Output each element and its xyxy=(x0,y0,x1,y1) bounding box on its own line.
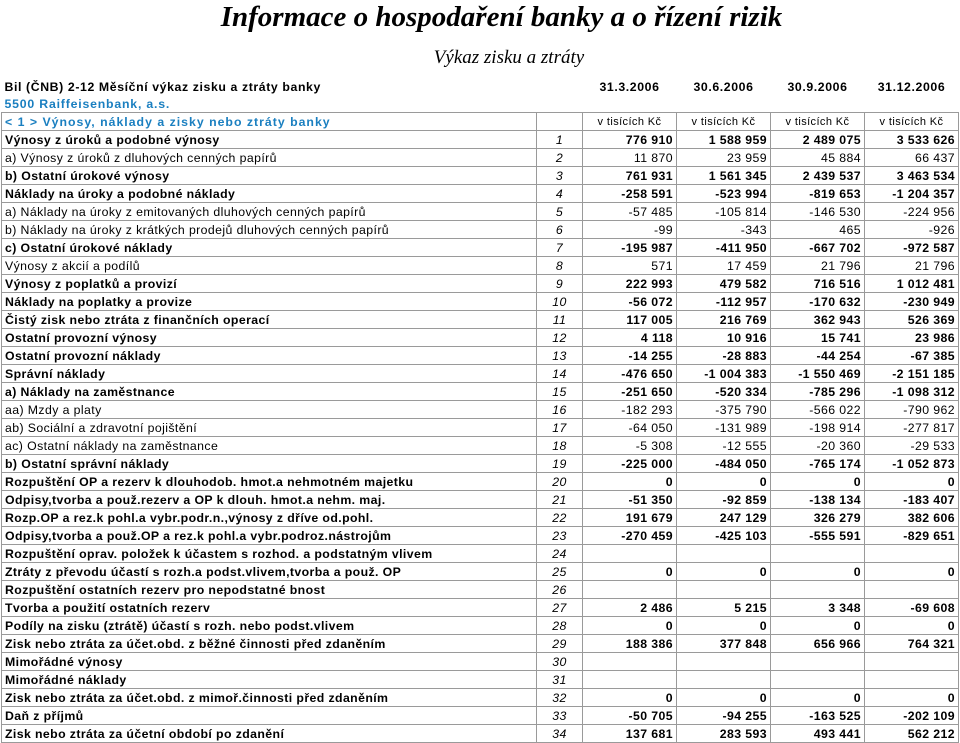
row-value: -12 555 xyxy=(677,437,771,455)
row-value: 283 593 xyxy=(677,725,771,743)
bank-row xyxy=(2,95,959,113)
row-code: 6 xyxy=(537,221,583,239)
table-row xyxy=(2,275,959,293)
table-row xyxy=(2,149,959,167)
row-code: 30 xyxy=(537,653,583,671)
row-label: Zisk nebo ztráta za účet.obd. z běžné činnosti před zdaněním xyxy=(2,635,537,653)
row-value: -202 109 xyxy=(865,707,959,725)
row-value: -14 255 xyxy=(583,347,677,365)
row-value: 21 796 xyxy=(865,257,959,275)
row-value: 562 212 xyxy=(865,725,959,743)
table-row xyxy=(2,401,959,419)
row-value xyxy=(771,545,865,563)
row-value: 0 xyxy=(583,563,677,581)
row-value xyxy=(865,581,959,599)
row-code: 12 xyxy=(537,329,583,347)
row-code: 21 xyxy=(537,491,583,509)
row-value xyxy=(771,671,865,689)
table-row xyxy=(2,617,959,635)
row-value: -1 004 383 xyxy=(677,365,771,383)
table-row xyxy=(2,365,959,383)
units-row xyxy=(2,113,959,131)
row-value xyxy=(677,653,771,671)
row-value: 0 xyxy=(583,473,677,491)
row-value: -105 814 xyxy=(677,203,771,221)
row-value: -5 308 xyxy=(583,437,677,455)
table-row xyxy=(2,293,959,311)
row-value: -476 650 xyxy=(583,365,677,383)
unit-label: v tisících Kč xyxy=(865,113,959,131)
table-row xyxy=(2,473,959,491)
row-label: Výnosy z úroků a podobné výnosy xyxy=(2,131,537,149)
row-value: -112 957 xyxy=(677,293,771,311)
row-value: 10 916 xyxy=(677,329,771,347)
row-value: -64 050 xyxy=(583,419,677,437)
row-label: Správní náklady xyxy=(2,365,537,383)
table-row xyxy=(2,671,959,689)
row-label: a) Výnosy z úroků z dluhových cenných papírů xyxy=(2,149,537,167)
row-value: -251 650 xyxy=(583,383,677,401)
row-value: -163 525 xyxy=(771,707,865,725)
row-value xyxy=(583,581,677,599)
row-value: -523 994 xyxy=(677,185,771,203)
table-row xyxy=(2,509,959,527)
row-value: 4 118 xyxy=(583,329,677,347)
row-value: -182 293 xyxy=(583,401,677,419)
row-code: 10 xyxy=(537,293,583,311)
row-value: 21 796 xyxy=(771,257,865,275)
row-value: -51 350 xyxy=(583,491,677,509)
row-value: 0 xyxy=(771,689,865,707)
row-value: -99 xyxy=(583,221,677,239)
row-code: 11 xyxy=(537,311,583,329)
row-value: -230 949 xyxy=(865,293,959,311)
page-title: Informace o hospodaření banky a o řízení rizik xyxy=(220,1,783,33)
row-code: 29 xyxy=(537,635,583,653)
row-value: -28 883 xyxy=(677,347,771,365)
row-value: -1 204 357 xyxy=(865,185,959,203)
row-value xyxy=(677,545,771,563)
row-value: 362 943 xyxy=(771,311,865,329)
row-value xyxy=(583,671,677,689)
row-value: 493 441 xyxy=(771,725,865,743)
row-value: 2 439 537 xyxy=(771,167,865,185)
row-code: 18 xyxy=(537,437,583,455)
row-value: -972 587 xyxy=(865,239,959,257)
row-value: 1 012 481 xyxy=(865,275,959,293)
table-row xyxy=(2,527,959,545)
row-value: -765 174 xyxy=(771,455,865,473)
row-value: 137 681 xyxy=(583,725,677,743)
row-value: 465 xyxy=(771,221,865,239)
unit-label: v tisících Kč xyxy=(677,113,771,131)
table-row xyxy=(2,545,959,563)
row-label: Daň z příjmů xyxy=(2,707,537,725)
row-value: -57 485 xyxy=(583,203,677,221)
row-value xyxy=(677,581,771,599)
row-value: 0 xyxy=(677,563,771,581)
row-value xyxy=(865,671,959,689)
row-value: 5 215 xyxy=(677,599,771,617)
row-value: -198 914 xyxy=(771,419,865,437)
row-label: Náklady na poplatky a provize xyxy=(2,293,537,311)
row-value: 17 459 xyxy=(677,257,771,275)
row-value: 3 463 534 xyxy=(865,167,959,185)
row-value: -2 151 185 xyxy=(865,365,959,383)
unit-label: v tisících Kč xyxy=(771,113,865,131)
units-code-spacer xyxy=(537,113,583,131)
row-value: -1 098 312 xyxy=(865,383,959,401)
row-value: -425 103 xyxy=(677,527,771,545)
row-value: 1 561 345 xyxy=(677,167,771,185)
row-label: Ostatní provozní výnosy xyxy=(2,329,537,347)
row-value: 1 588 959 xyxy=(677,131,771,149)
table-row xyxy=(2,329,959,347)
row-value: 11 870 xyxy=(583,149,677,167)
row-code: 25 xyxy=(537,563,583,581)
row-value: -277 817 xyxy=(865,419,959,437)
table-row xyxy=(2,131,959,149)
row-label: Mimořádné výnosy xyxy=(2,653,537,671)
row-value: 2 486 xyxy=(583,599,677,617)
row-value: -343 xyxy=(677,221,771,239)
row-code: 8 xyxy=(537,257,583,275)
row-label: Rozpuštění ostatních rezerv pro nepodstatné bnost xyxy=(2,581,537,599)
row-value: 23 959 xyxy=(677,149,771,167)
row-label: Ztráty z převodu účastí s rozh.a podst.vlivem,tvorba a použ. OP xyxy=(2,563,537,581)
row-value: -484 050 xyxy=(677,455,771,473)
row-value: 0 xyxy=(771,473,865,491)
row-code: 3 xyxy=(537,167,583,185)
row-label: c) Ostatní úrokové náklady xyxy=(2,239,537,257)
header-code-spacer xyxy=(537,78,583,95)
row-value: -67 385 xyxy=(865,347,959,365)
row-value: 0 xyxy=(677,473,771,491)
row-value xyxy=(583,653,677,671)
row-label: aa) Mzdy a platy xyxy=(2,401,537,419)
row-code: 34 xyxy=(537,725,583,743)
row-value: -29 533 xyxy=(865,437,959,455)
row-code: 20 xyxy=(537,473,583,491)
row-value: -411 950 xyxy=(677,239,771,257)
row-value xyxy=(865,545,959,563)
row-label: Náklady na úroky a podobné náklady xyxy=(2,185,537,203)
row-label: Zisk nebo ztráta za účetní období po zdanění xyxy=(2,725,537,743)
row-value: -566 022 xyxy=(771,401,865,419)
row-code: 19 xyxy=(537,455,583,473)
table-row xyxy=(2,581,959,599)
row-code: 27 xyxy=(537,599,583,617)
row-code: 1 xyxy=(537,131,583,149)
table-row xyxy=(2,347,959,365)
table-row xyxy=(2,563,959,581)
table-row xyxy=(2,203,959,221)
row-value: -258 591 xyxy=(583,185,677,203)
row-value: -183 407 xyxy=(865,491,959,509)
table-row xyxy=(2,239,959,257)
row-value: -926 xyxy=(865,221,959,239)
table-row xyxy=(2,455,959,473)
row-label: ac) Ostatní náklady na zaměstnance xyxy=(2,437,537,455)
row-code: 4 xyxy=(537,185,583,203)
row-value: 526 369 xyxy=(865,311,959,329)
row-label: Zisk nebo ztráta za účet.obd. z mimoř.činnosti před zdaněním xyxy=(2,689,537,707)
row-value: -50 705 xyxy=(583,707,677,725)
row-value: 0 xyxy=(677,617,771,635)
row-value: 2 489 075 xyxy=(771,131,865,149)
row-value: 326 279 xyxy=(771,509,865,527)
row-value: 222 993 xyxy=(583,275,677,293)
row-label: b) Ostatní úrokové výnosy xyxy=(2,167,537,185)
row-code: 23 xyxy=(537,527,583,545)
table-row xyxy=(2,635,959,653)
row-code: 14 xyxy=(537,365,583,383)
row-value: 0 xyxy=(771,563,865,581)
header-date: 31.3.2006 xyxy=(599,79,660,94)
table-row xyxy=(2,185,959,203)
section-title: < 1 > Výnosy, náklady a zisky nebo ztráty banky xyxy=(2,113,537,131)
row-code: 15 xyxy=(537,383,583,401)
row-value: -195 987 xyxy=(583,239,677,257)
table-row xyxy=(2,725,959,743)
row-code: 24 xyxy=(537,545,583,563)
row-label: Čistý zisk nebo ztráta z finančních operací xyxy=(2,311,537,329)
row-value: -667 702 xyxy=(771,239,865,257)
row-label: Podíly na zisku (ztrátě) účastí s rozh. nebo podst.vlivem xyxy=(2,617,537,635)
row-code: 5 xyxy=(537,203,583,221)
row-value: 188 386 xyxy=(583,635,677,653)
row-label: Odpisy,tvorba a použ.OP a rez.k pohl.a vybr.podroz.nástrojům xyxy=(2,527,537,545)
row-value xyxy=(865,653,959,671)
row-value: -790 962 xyxy=(865,401,959,419)
row-value xyxy=(771,653,865,671)
row-value: -224 956 xyxy=(865,203,959,221)
row-label: Ostatní provozní náklady xyxy=(2,347,537,365)
table-row xyxy=(2,419,959,437)
row-label: Výnosy z akcií a podílů xyxy=(2,257,537,275)
report-header-label: Bil (ČNB) 2-12 Měsíční výkaz zisku a ztráty banky xyxy=(4,79,321,94)
row-code: 31 xyxy=(537,671,583,689)
row-value: -146 530 xyxy=(771,203,865,221)
table-row xyxy=(2,599,959,617)
unit-label: v tisících Kč xyxy=(583,113,677,131)
row-label: Rozpuštění oprav. položek k účastem s rozhod. a podstatným vlivem xyxy=(2,545,537,563)
table-row xyxy=(2,653,959,671)
row-value: 479 582 xyxy=(677,275,771,293)
row-value: 3 533 626 xyxy=(865,131,959,149)
row-code: 26 xyxy=(537,581,583,599)
header-date: 30.6.2006 xyxy=(693,79,754,94)
row-label: Výnosy z poplatků a provizí xyxy=(2,275,537,293)
row-label: b) Náklady na úroky z krátkých prodejů dluhových cenných papírů xyxy=(2,221,537,239)
row-value: 3 348 xyxy=(771,599,865,617)
row-code: 22 xyxy=(537,509,583,527)
row-label: a) Náklady na zaměstnance xyxy=(2,383,537,401)
row-value: 571 xyxy=(583,257,677,275)
row-label: a) Náklady na úroky z emitovaných dluhových cenných papírů xyxy=(2,203,537,221)
row-value: -94 255 xyxy=(677,707,771,725)
header-date: 30.9.2006 xyxy=(787,79,848,94)
row-value: 117 005 xyxy=(583,311,677,329)
bank-name: 5500 Raiffeisenbank, a.s. xyxy=(4,96,171,111)
row-value: 0 xyxy=(865,689,959,707)
table-row xyxy=(2,167,959,185)
row-value xyxy=(677,671,771,689)
row-value: 656 966 xyxy=(771,635,865,653)
row-code: 28 xyxy=(537,617,583,635)
row-value: -44 254 xyxy=(771,347,865,365)
income-statement-table xyxy=(1,78,959,743)
table-row xyxy=(2,491,959,509)
row-code: 9 xyxy=(537,275,583,293)
row-value: 0 xyxy=(865,473,959,491)
row-code: 13 xyxy=(537,347,583,365)
row-value: 0 xyxy=(583,617,677,635)
row-value: 0 xyxy=(865,563,959,581)
row-value: -56 072 xyxy=(583,293,677,311)
table-row xyxy=(2,257,959,275)
row-label: Rozpuštění OP a rezerv k dlouhodob. hmot.a nehmotném majetku xyxy=(2,473,537,491)
row-value: 15 741 xyxy=(771,329,865,347)
table-header-row xyxy=(2,78,959,95)
row-value: 66 437 xyxy=(865,149,959,167)
row-value: 377 848 xyxy=(677,635,771,653)
row-value: 0 xyxy=(865,617,959,635)
row-value: 716 516 xyxy=(771,275,865,293)
row-value: -829 651 xyxy=(865,527,959,545)
page-subtitle: Výkaz zisku a ztráty xyxy=(433,47,585,68)
row-value: 382 606 xyxy=(865,509,959,527)
row-value: -225 000 xyxy=(583,455,677,473)
row-label: Mimořádné náklady xyxy=(2,671,537,689)
row-code: 7 xyxy=(537,239,583,257)
row-value: -785 296 xyxy=(771,383,865,401)
row-code: 16 xyxy=(537,401,583,419)
row-value: -555 591 xyxy=(771,527,865,545)
row-code: 33 xyxy=(537,707,583,725)
row-value: 247 129 xyxy=(677,509,771,527)
row-label: Odpisy,tvorba a použ.rezerv a OP k dlouh. hmot.a nehm. maj. xyxy=(2,491,537,509)
row-value: 0 xyxy=(677,689,771,707)
row-value: 761 931 xyxy=(583,167,677,185)
row-value: -170 632 xyxy=(771,293,865,311)
row-value: -270 459 xyxy=(583,527,677,545)
row-value: -131 989 xyxy=(677,419,771,437)
row-value: 0 xyxy=(771,617,865,635)
row-value: 776 910 xyxy=(583,131,677,149)
row-value: 191 679 xyxy=(583,509,677,527)
row-value: 216 769 xyxy=(677,311,771,329)
row-label: Rozp.OP a rez.k pohl.a vybr.podr.n.,výnosy z dříve od.pohl. xyxy=(2,509,537,527)
row-label: b) Ostatní správní náklady xyxy=(2,455,537,473)
table-row xyxy=(2,221,959,239)
row-value: -520 334 xyxy=(677,383,771,401)
table-row xyxy=(2,707,959,725)
row-value: -92 859 xyxy=(677,491,771,509)
row-value: -819 653 xyxy=(771,185,865,203)
row-value: 45 884 xyxy=(771,149,865,167)
row-value: 0 xyxy=(583,689,677,707)
row-value: 764 321 xyxy=(865,635,959,653)
row-value: -69 608 xyxy=(865,599,959,617)
row-value: 23 986 xyxy=(865,329,959,347)
row-label: ab) Sociální a zdravotní pojištění xyxy=(2,419,537,437)
row-value: -20 360 xyxy=(771,437,865,455)
row-label: Tvorba a použití ostatních rezerv xyxy=(2,599,537,617)
row-value: -138 134 xyxy=(771,491,865,509)
row-code: 17 xyxy=(537,419,583,437)
row-value: -1 550 469 xyxy=(771,365,865,383)
table-row xyxy=(2,689,959,707)
row-value: -375 790 xyxy=(677,401,771,419)
header-date: 31.12.2006 xyxy=(877,79,946,94)
row-value xyxy=(583,545,677,563)
row-code: 32 xyxy=(537,689,583,707)
table-row xyxy=(2,437,959,455)
row-value xyxy=(771,581,865,599)
row-value: -1 052 873 xyxy=(865,455,959,473)
row-code: 2 xyxy=(537,149,583,167)
table-row xyxy=(2,383,959,401)
table-row xyxy=(2,311,959,329)
